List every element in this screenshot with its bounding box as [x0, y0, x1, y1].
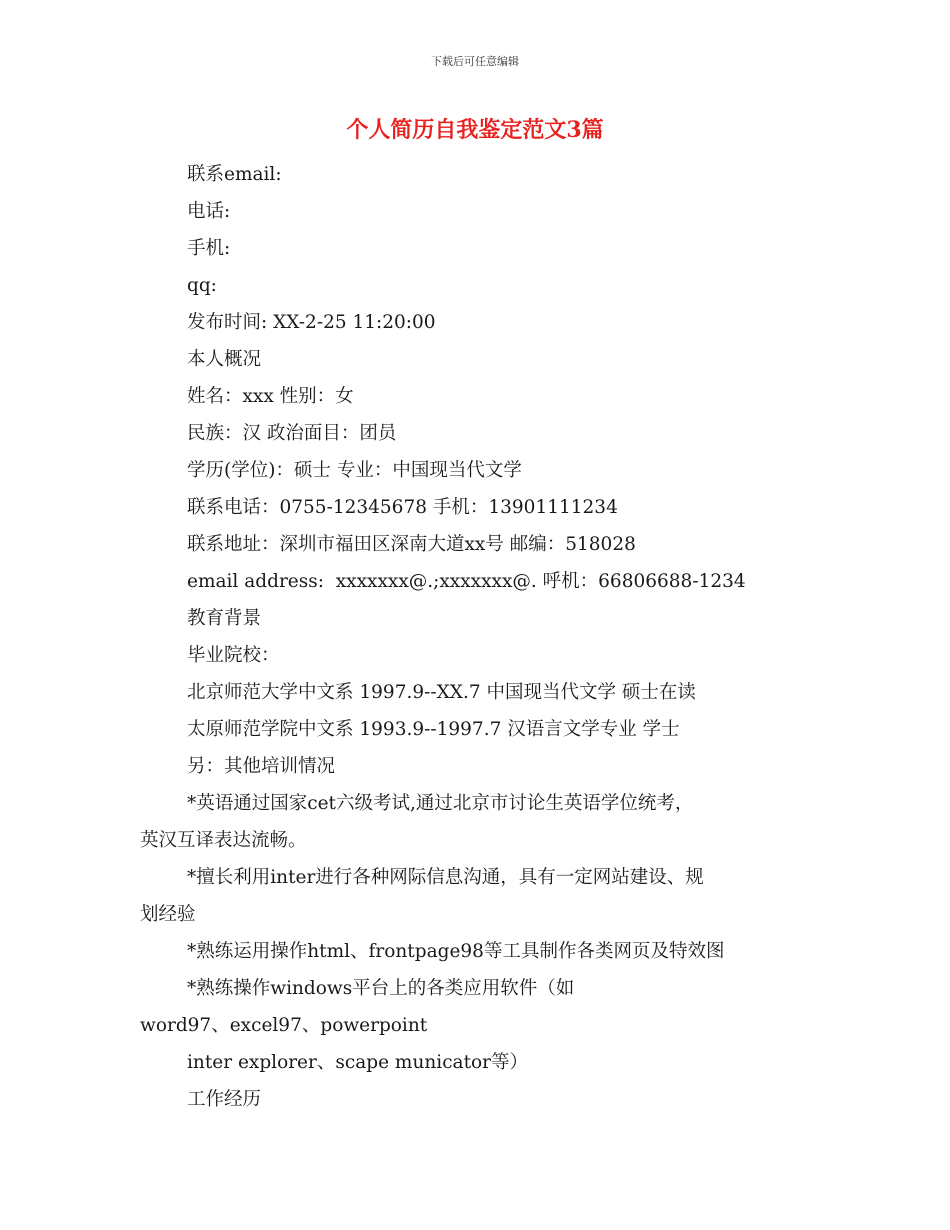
body-line: inter explorer、scape municator等）	[187, 1052, 529, 1073]
body-line: *英语通过国家cet六级考试,通过北京市讨论生英语学位统考，	[187, 793, 694, 814]
document-title: 个人简历自我鉴定范文3篇	[346, 117, 604, 143]
body-line: 工作经历	[187, 1089, 262, 1110]
body-line: 毕业院校：	[187, 645, 280, 666]
body-line: 联系地址：深圳市福田区深南大道xx号 邮编：518028	[187, 534, 636, 555]
body-line: 英汉互译表达流畅。	[140, 830, 307, 851]
body-line: *擅长利用inter进行各种网际信息沟通，具有一定网站建设、规	[187, 867, 704, 888]
body-line: 北京师范大学中文系 1997.9--XX.7 中国现当代文学 硕士在读	[187, 682, 696, 703]
body-line: qq:	[187, 275, 217, 296]
document-body	[140, 156, 820, 1118]
body-line: 本人概况	[187, 349, 262, 370]
body-line: 姓名：xxx 性别：女	[187, 386, 354, 407]
body-line: 划经验	[140, 904, 196, 925]
body-line: 联系电话：0755-12345678 手机：13901111234	[187, 497, 618, 518]
body-line: email address: xxxxxxx@.;xxxxxxx@. 呼机：66806688-1234	[187, 571, 746, 592]
body-line: 发布时间: XX-2-25 11:20:00	[187, 312, 436, 333]
body-line: 手机:	[187, 238, 231, 259]
body-line: *熟练运用操作html、frontpage98等工具制作各类网页及特效图	[187, 941, 725, 962]
body-line: 民族：汉 政治面目：团员	[187, 423, 397, 444]
body-line: 太原师范学院中文系 1993.9--1997.7 汉语言文学专业 学士	[187, 719, 680, 740]
header-note: 下载后可任意编辑	[431, 55, 519, 68]
body-line: 教育背景	[187, 608, 262, 629]
body-line: word97、excel97、powerpoint	[140, 1015, 428, 1036]
body-line: 联系email:	[187, 164, 282, 185]
body-line: 电话:	[187, 201, 231, 222]
body-line: 另：其他培训情况	[187, 756, 336, 777]
body-line: 学历(学位)：硕士 专业：中国现当代文学	[187, 460, 522, 481]
body-line: *熟练操作windows平台上的各类应用软件（如	[187, 978, 575, 999]
